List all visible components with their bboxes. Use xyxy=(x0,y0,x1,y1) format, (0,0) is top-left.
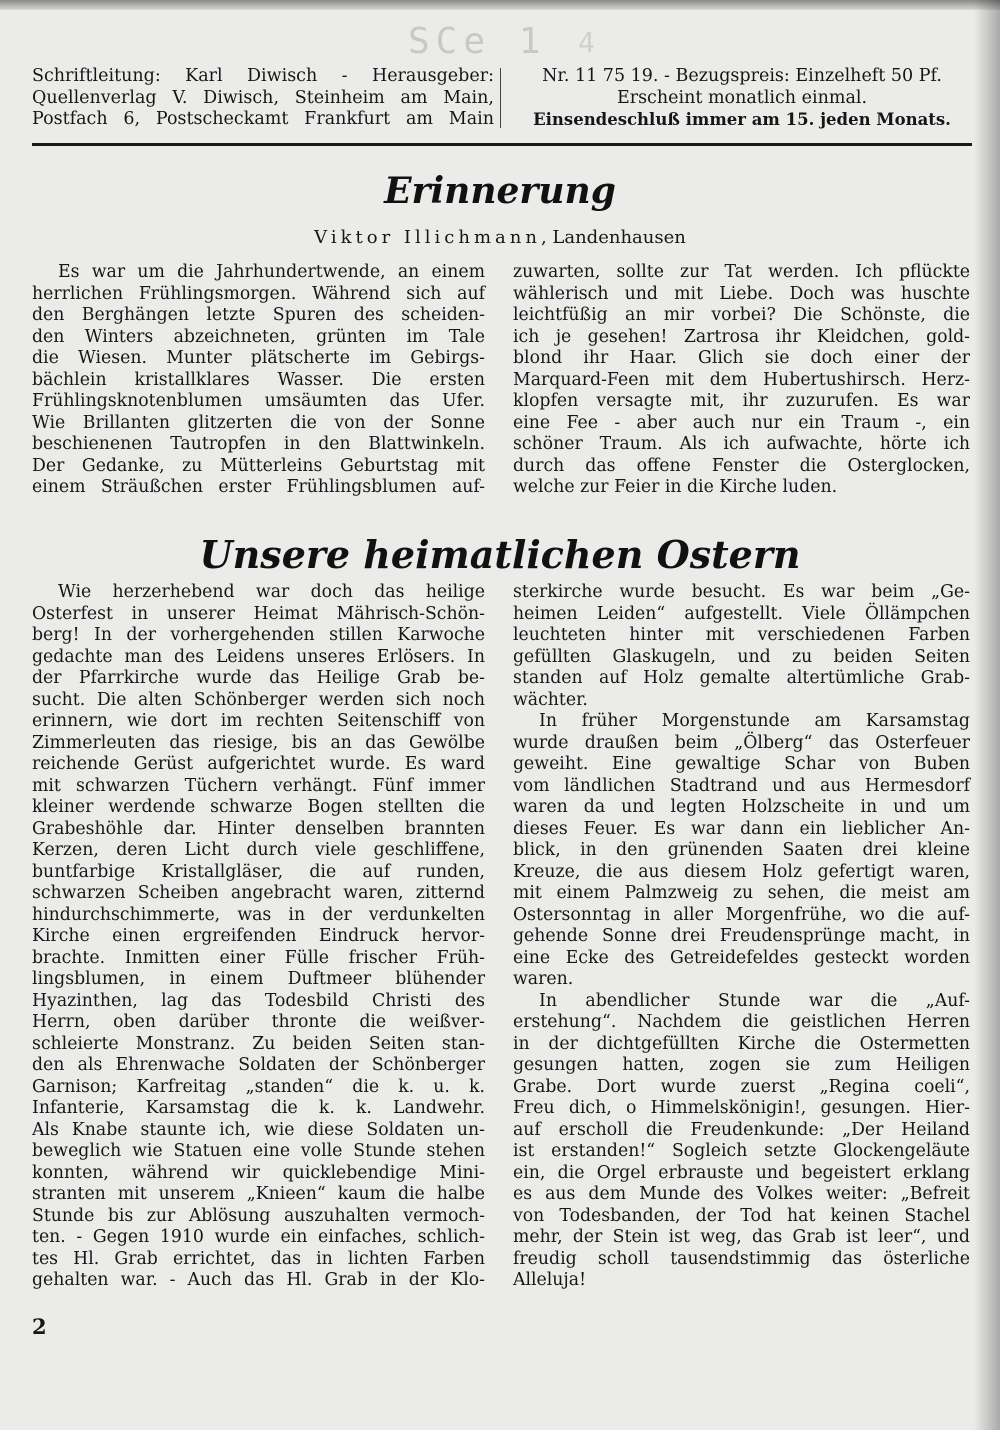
text-line: Als Knabe staunte ich, wie diese Soldaten un- xyxy=(32,1119,485,1140)
masthead-line: Postfach 6, Postscheckamt Frankfurt am Main xyxy=(32,109,494,129)
text-line: welche zur Feier in die Kirche luden. xyxy=(513,477,838,497)
article1-column-left xyxy=(32,262,485,499)
author-place: , Landenhausen xyxy=(540,227,686,248)
text-line: Grabeshöhle dar. Hinter denselben brannten xyxy=(32,818,485,839)
text-line: Herrn, oben darüber thronte die weißver- xyxy=(32,1012,485,1032)
text-line: In abendlicher Stunde war die „Auf- xyxy=(539,990,970,1011)
text-line: Grabe. Dort wurde zuerst „Regina coeli“, xyxy=(513,1076,970,1097)
text-line: zuwarten, sollte zur Tat werden. Ich pflückte xyxy=(513,262,970,282)
text-line: Der Gedanke, zu Mütterleins Geburtstag mit xyxy=(32,455,485,476)
masthead-subscription-info xyxy=(512,66,972,131)
text-line: ich je gesehen! Zartrosa ihr Kleidchen, gold- xyxy=(513,326,970,347)
text-line: sterkirche wurde besucht. Es war beim „Ge- xyxy=(513,582,970,602)
text-line: brachte. Inmitten einer Fülle frischer Früh- xyxy=(32,947,485,968)
text-line: den Winters abzeichneten, grünten im Tale xyxy=(32,326,485,347)
text-line: die Wiesen. Munter plätscherte im Gebirgs- xyxy=(32,348,485,368)
text-line: mit einem Palmzweig zu sehen, die meist am xyxy=(513,883,970,903)
text-line: Stunde bis zur Ablösung auszuhalten vermoch- xyxy=(32,1205,485,1226)
text-line: Alleluja! xyxy=(513,1270,587,1290)
text-line: schöner Traum. Als ich aufwachte, hörte ich xyxy=(513,434,970,454)
text-line: Frühlingsknotenblumen umsäumten das Ufer. xyxy=(32,391,485,411)
text-line: reichende Gerüst aufgerichtet wurde. Es ward xyxy=(32,754,485,774)
masthead-divider xyxy=(500,68,501,128)
text-line: konnten, während wir quicklebendige Mini- xyxy=(32,1162,485,1183)
text-line: Wie Brillanten glitzerten die von der Sonne xyxy=(32,412,485,433)
text-line: Ostersonntag in aller Morgenfrühe, wo die auf- xyxy=(513,904,970,925)
text-line: ist erstanden!“ Sogleich setzte Glockengeläute xyxy=(513,1141,970,1161)
text-line: buntfarbige Kristallgläser, die auf runden, xyxy=(32,861,485,882)
text-line: der Pfarrkirche wurde das Heilige Grab be- xyxy=(32,668,485,688)
article2-column-right xyxy=(513,582,970,1292)
masthead-line: Quellenverlag V. Diwisch, Steinheim am Main, xyxy=(32,87,494,108)
author-name: Viktor Illichmann xyxy=(314,227,541,248)
masthead-rule xyxy=(32,143,972,146)
text-line: wählerisch und mit Liebe. Doch was huschte xyxy=(513,283,970,304)
article2-column-left xyxy=(32,582,485,1292)
text-line: gesungen hatten, zogen sie zum Heiligen xyxy=(513,1055,970,1075)
text-line: stranten mit unserem „Knieen“ kaum die halbe xyxy=(32,1184,485,1204)
text-line: freudig scholl tausendstimmig das österliche xyxy=(513,1248,970,1269)
masthead-line: Erscheint monatlich einmal. xyxy=(616,87,868,108)
text-line: geweiht. Eine gewaltige Schar von Buben xyxy=(513,754,970,774)
text-line: Hyazinthen, lag das Todesbild Christi des xyxy=(32,990,485,1011)
text-line: herrlichen Frühlingsmorgen. Während sich auf xyxy=(32,283,485,304)
faded-stamp: SCe 1 xyxy=(408,21,547,62)
article-title: Erinnerung xyxy=(384,170,616,212)
faded-stamp-secondary: 4 xyxy=(578,26,595,59)
text-line: einem Sträußchen erster Frühlingsblumen auf- xyxy=(32,477,485,497)
text-line: ein, die Orgel erbrauste und begeistert erklang xyxy=(513,1162,970,1183)
text-line: wurde draußen beim „Ölberg“ das Osterfeuer xyxy=(513,732,970,753)
text-line: auf erscholl die Freudenkunde: „Der Heiland xyxy=(513,1119,970,1140)
text-line: Kirche einen ergreifenden Eindruck hervor- xyxy=(32,926,485,946)
masthead-deadline: Einsendeschluß immer am 15. jeden Monats. xyxy=(533,110,951,129)
text-line: erstehung“. Nachdem die geistlichen Herren xyxy=(513,1012,970,1032)
text-line: Garnison; Karfreitag „standen“ die k. u. k. xyxy=(32,1076,485,1097)
text-line: mit schwarzen Tüchern verhängt. Fünf immer xyxy=(32,775,485,796)
text-line: Marquard-Feen mit dem Hubertushirsch. Herz- xyxy=(513,369,970,390)
text-line: hindurchschimmerte, was in der verdunkelten xyxy=(32,904,485,925)
text-line: berg! In der vorhergehenden stillen Karwoche xyxy=(32,625,485,645)
text-line: waren. xyxy=(513,969,574,989)
text-line: Kreuze, die aus diesem Holz gefertigt waren, xyxy=(513,861,970,882)
text-line: gehalten war. - Auch das Hl. Grab in der Klo- xyxy=(32,1270,485,1290)
text-line: Freu dich, o Himmelskönigin!, gesungen. Hier- xyxy=(513,1098,970,1118)
text-line: dieses Feuer. Es war dann ein lieblicher An- xyxy=(513,818,970,839)
text-line: gehende Sonne drei Freudensprünge macht, in xyxy=(513,926,970,946)
text-line: eine Ecke des Getreidefeldes gesteckt worden xyxy=(513,947,970,968)
text-line: bächlein kristallklares Wasser. Die ersten xyxy=(32,369,485,390)
text-line: ten. - Gegen 1910 wurde ein einfaches, schlich- xyxy=(32,1227,485,1247)
text-line: mehr, der Stein ist weg, das Grab ist leer“, und xyxy=(513,1227,970,1247)
text-line: in der dichtgefüllten Kirche die Ostermetten xyxy=(513,1033,970,1054)
text-line: heimen Leiden“ aufgestellt. Viele Öllämpchen xyxy=(513,603,970,624)
text-line: Osterfest in unserer Heimat Mährisch-Schön- xyxy=(32,603,485,624)
text-line: den als Ehrenwache Soldaten der Schönberger xyxy=(32,1055,485,1075)
text-line: In früher Morgenstunde am Karsamstag xyxy=(539,711,970,731)
text-line: schleierte Monstranz. Zu beiden Seiten stan- xyxy=(32,1033,485,1054)
text-line: beweglich wie Statuen eine volle Stunde stehen xyxy=(32,1141,485,1161)
text-line: standen auf Holz gemalte altertümliche Grab- xyxy=(513,668,970,688)
article1-column-right xyxy=(513,262,970,499)
text-line: leuchteten hinter mit verschiedenen Farben xyxy=(513,625,970,645)
page-number: 2 xyxy=(32,1314,47,1339)
text-line: es aus dem Munde des Volkes weiter: „Befreit xyxy=(513,1184,970,1204)
text-line: eine Fee - aber auch nur ein Traum -, ein xyxy=(513,412,970,433)
masthead xyxy=(32,66,972,132)
text-line: tes Hl. Grab errichtet, das in lichten Farben xyxy=(32,1248,485,1269)
text-line: durch das offene Fenster die Osterglocken, xyxy=(513,455,970,476)
text-line: wächter. xyxy=(513,689,588,710)
text-line: Es war um die Jahrhundertwende, an einem xyxy=(58,262,485,282)
text-line: den Berghängen letzte Spuren des scheiden- xyxy=(32,305,485,325)
text-line: Wie herzerhebend war doch das heilige xyxy=(58,582,485,602)
scan-top-border xyxy=(0,0,1000,10)
text-line: beschienenen Tautropfen in den Blattwinkeln. xyxy=(32,434,485,454)
text-line: erinnern, wie dort im rechten Seitenschiff von xyxy=(32,711,485,731)
text-line: klopfen versagte mit, ihr zuzurufen. Es war xyxy=(513,391,970,411)
text-line: von Todesbanden, der Tod hat keinen Stachel xyxy=(513,1205,970,1226)
text-line: gedachte man des Leidens unseres Erlösers. In xyxy=(32,646,485,667)
text-line: waren da und legten Holzscheite in und um xyxy=(513,797,970,817)
text-line: lingsblumen, in einem Duftmeer blühender xyxy=(32,969,485,989)
scan-right-shadow xyxy=(974,0,1000,1430)
text-line: leichtfüßig an mir vorbei? Die Schönste, die xyxy=(513,305,970,325)
text-line: Infanterie, Karsamstag die k. k. Landwehr. xyxy=(32,1098,485,1118)
masthead-line: Nr. 11 75 19. - Bezugspreis: Einzelheft 50 Pf. xyxy=(542,66,942,86)
text-line: blond ihr Haar. Glich sie doch einer der xyxy=(513,348,970,368)
text-line: sucht. Die alten Schönberger werden sich noch xyxy=(32,689,485,710)
text-line: vom ländlichen Stadtrand und aus Hermesdorf xyxy=(513,775,970,796)
text-line: Kerzen, deren Licht durch viele geschliffene, xyxy=(32,840,485,860)
masthead-publisher-info xyxy=(32,66,494,131)
text-line: kleiner werdende schwarze Bogen stellten die xyxy=(32,797,485,817)
text-line: schwarzen Scheiben angebracht waren, zitternd xyxy=(32,883,485,903)
article-title: Unsere heimatlichen Ostern xyxy=(199,532,801,577)
masthead-line: Schriftleitung: Karl Diwisch - Herausgeber: xyxy=(32,66,494,86)
text-line: Zimmerleuten das riesige, bis an das Gewölbe xyxy=(32,732,485,753)
text-line: gefüllten Glaskugeln, und zu beiden Seiten xyxy=(513,646,970,667)
text-line: blick, in den grünenden Saaten drei kleine xyxy=(513,840,970,860)
article-author xyxy=(0,226,1000,250)
